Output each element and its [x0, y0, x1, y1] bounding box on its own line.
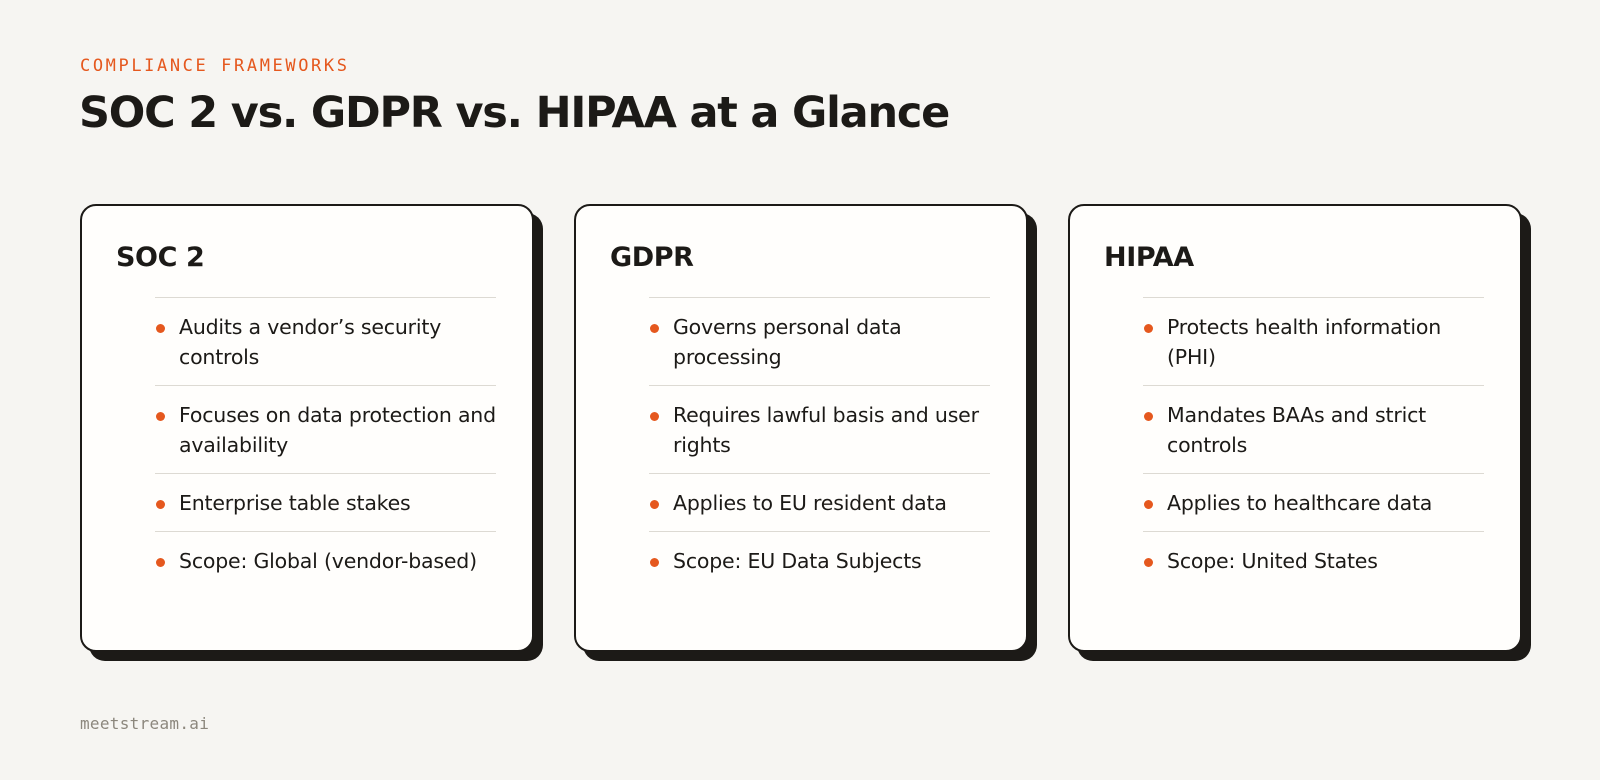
bullet-dot-icon [650, 412, 659, 421]
eyebrow-label: COMPLIANCE FRAMEWORKS [80, 56, 350, 76]
bullet-dot-icon [650, 558, 659, 567]
bullet-dot-icon [156, 324, 165, 333]
page-title: SOC 2 vs. GDPR vs. HIPAA at a Glance [79, 88, 950, 138]
card-gdpr [574, 204, 1028, 652]
framework-cards [80, 204, 1522, 652]
bullet-dot-icon [1144, 412, 1153, 421]
list-item-text: Mandates BAAs and strict controls [1167, 403, 1426, 457]
bullet-dot-icon [650, 500, 659, 509]
list-item [649, 385, 990, 473]
bullet-dot-icon [1144, 500, 1153, 509]
bullet-dot-icon [156, 558, 165, 567]
list-item-text: Scope: United States [1167, 549, 1378, 573]
list-item-text: Scope: EU Data Subjects [673, 549, 922, 573]
list-item-text: Applies to healthcare data [1167, 491, 1433, 515]
bullet-dot-icon [650, 324, 659, 333]
bullet-dot-icon [156, 500, 165, 509]
card-hipaa [1068, 204, 1522, 652]
footer-brand: meetstream.ai [80, 714, 210, 733]
card-title: SOC 2 [116, 242, 205, 273]
list-item [155, 297, 496, 385]
card-list [1143, 297, 1484, 589]
bullet-dot-icon [1144, 324, 1153, 333]
list-item [155, 531, 496, 589]
list-item-text: Audits a vendor’s security controls [179, 315, 442, 369]
list-item-text: Requires lawful basis and user rights [673, 403, 979, 457]
list-item-text: Focuses on data protection and availability [179, 403, 496, 457]
card-list [155, 297, 496, 589]
list-item-text: Applies to EU resident data [673, 491, 947, 515]
card-title: GDPR [610, 242, 694, 273]
bullet-dot-icon [1144, 558, 1153, 567]
list-item-text: Governs personal data processing [673, 315, 902, 369]
list-item [1143, 473, 1484, 531]
list-item [649, 473, 990, 531]
bullet-dot-icon [156, 412, 165, 421]
list-item-text: Protects health information (PHI) [1167, 315, 1442, 369]
card-soc2 [80, 204, 534, 652]
list-item [1143, 297, 1484, 385]
list-item [155, 385, 496, 473]
card-list [649, 297, 990, 589]
list-item-text: Enterprise table stakes [179, 491, 411, 515]
card-title: HIPAA [1104, 242, 1194, 273]
list-item [649, 531, 990, 589]
list-item [649, 297, 990, 385]
list-item [155, 473, 496, 531]
list-item [1143, 531, 1484, 589]
list-item [1143, 385, 1484, 473]
list-item-text: Scope: Global (vendor-based) [179, 549, 477, 573]
